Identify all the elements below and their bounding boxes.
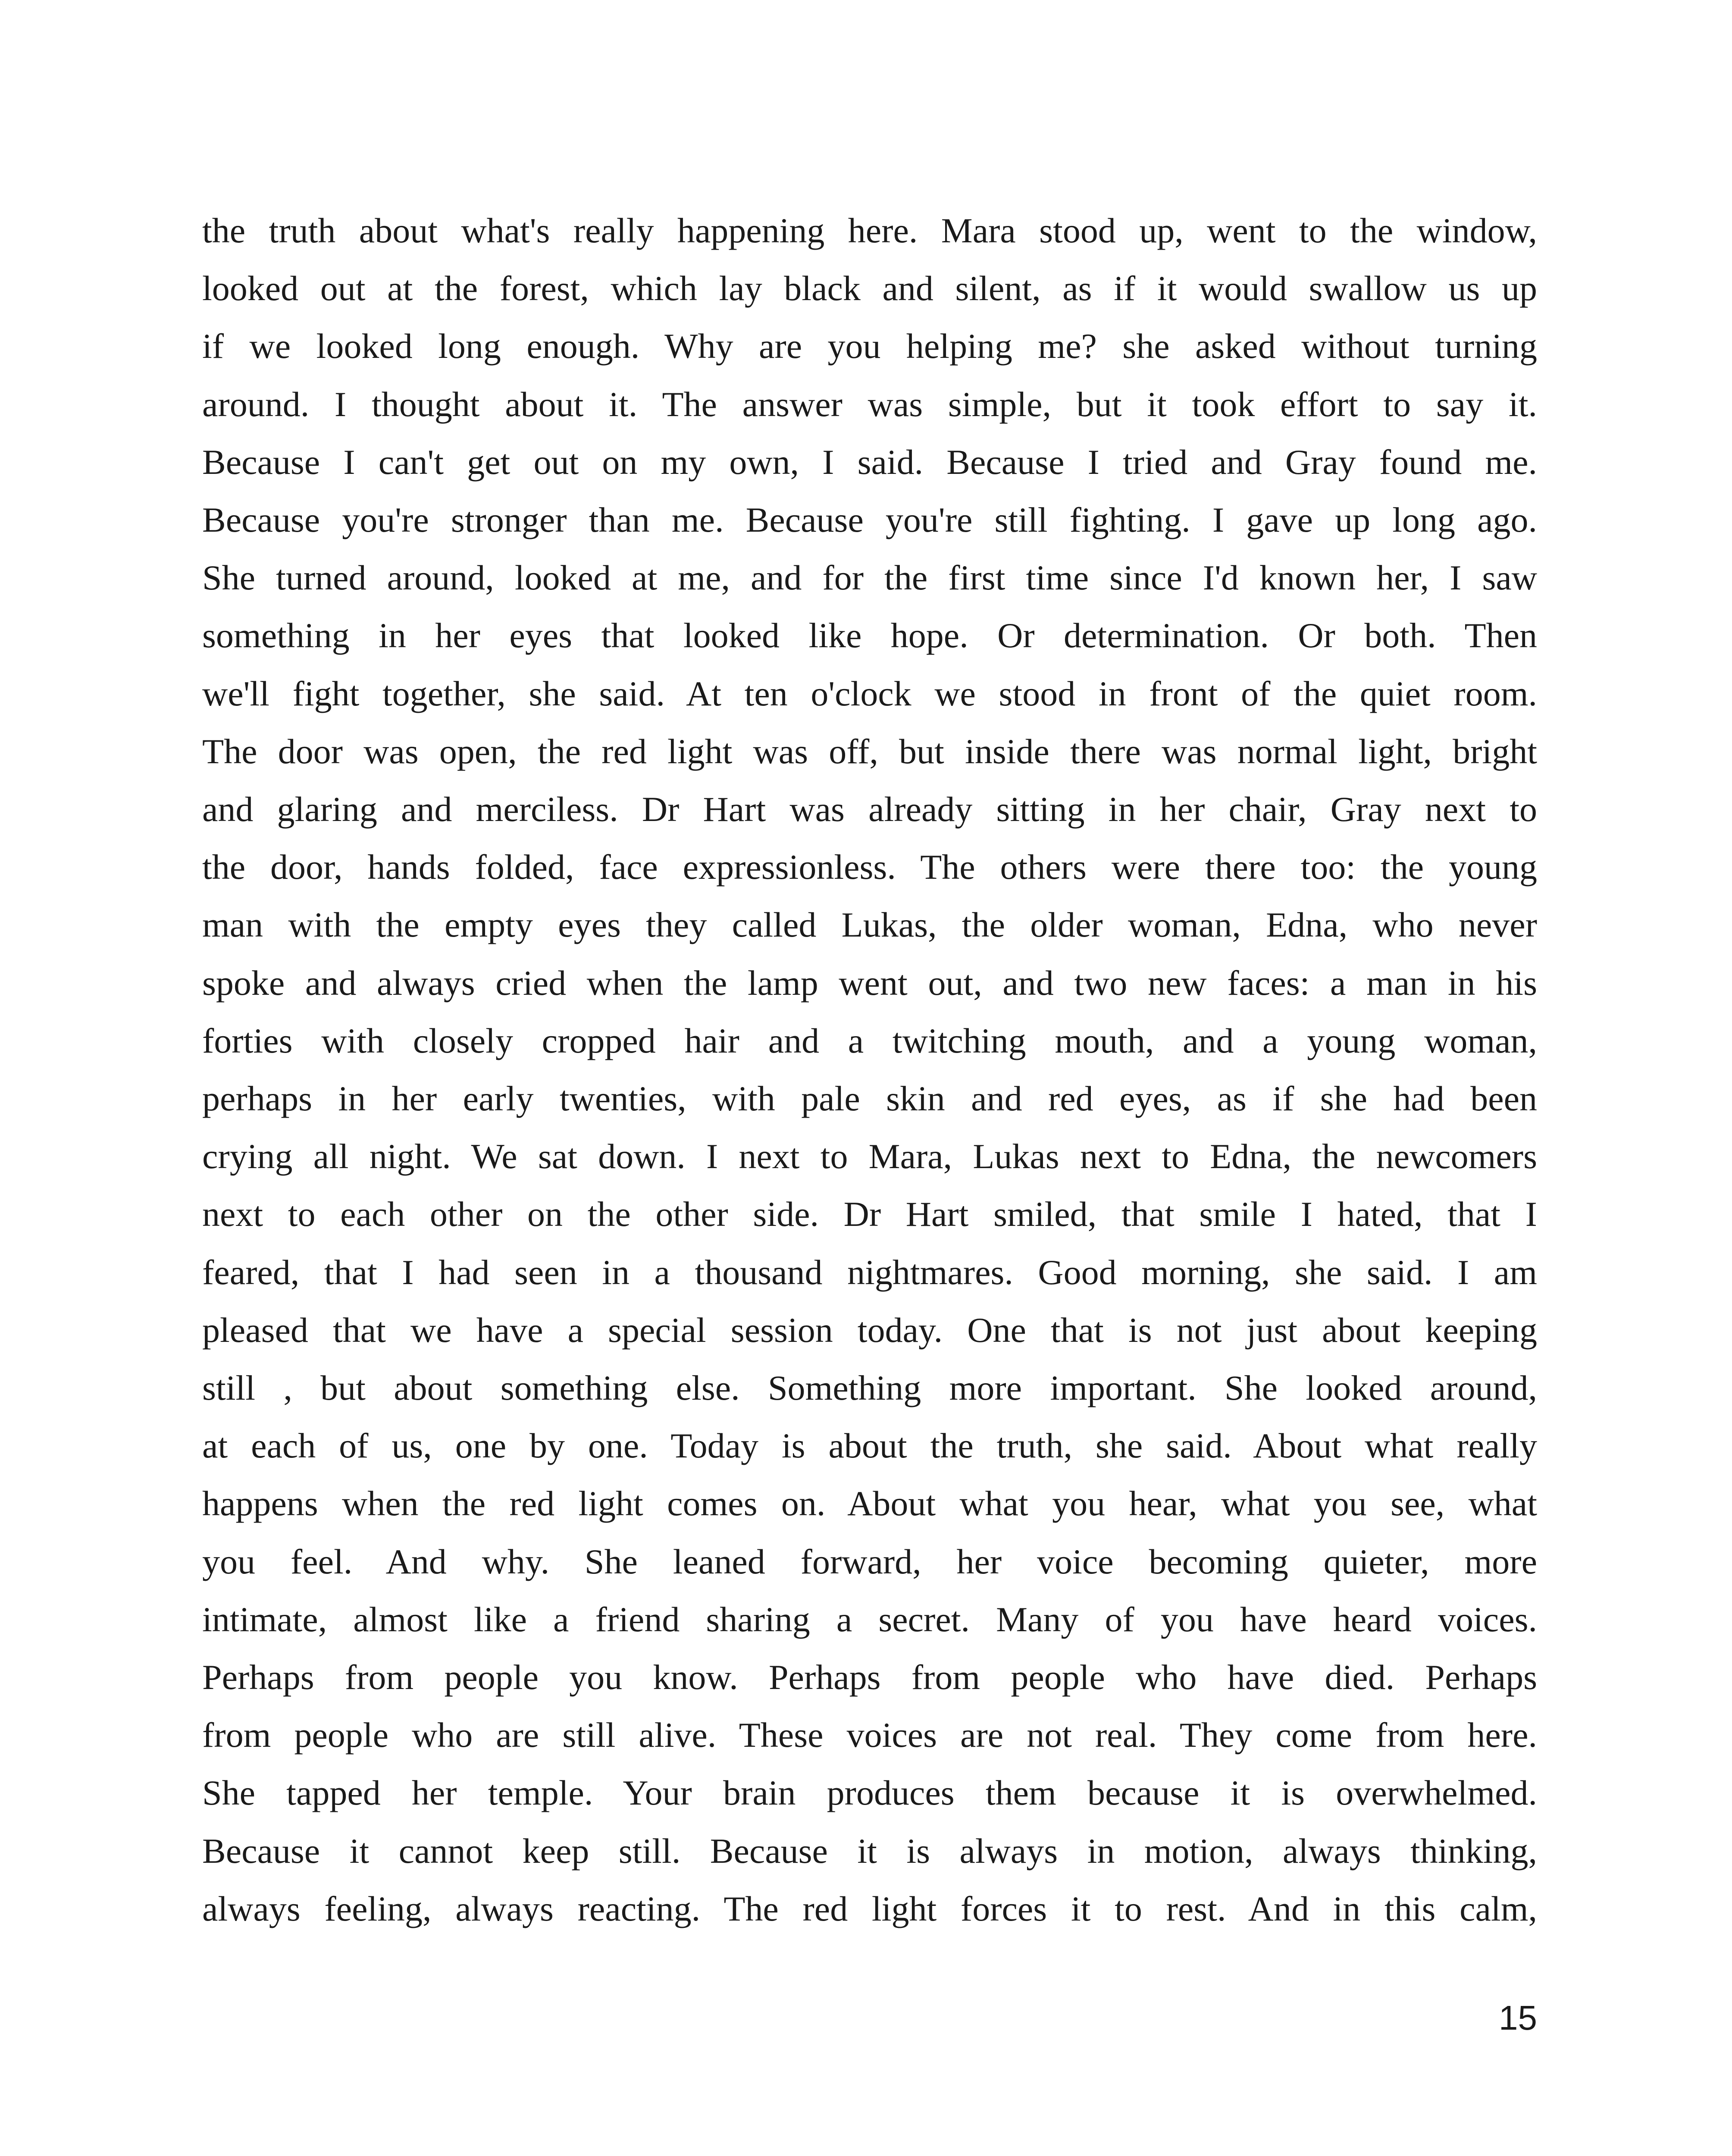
text-line: The door was open, the red light was off, but inside there was normal light, bright [202, 731, 1537, 771]
text-line: She turned around, looked at me, and for the first time since I'd known her, I saw [202, 558, 1537, 598]
text-line: the truth about what's really happening here. Mara stood up, went to the window, [202, 211, 1537, 250]
text-line: and glaring and merciless. Dr Hart was already sitting in her chair, Gray next to [202, 790, 1537, 829]
text-line: next to each other on the other side. Dr Hart smiled, that smile I hated, that I [202, 1194, 1537, 1234]
text-line: from people who are still alive. These voices are not real. They come from here. [202, 1715, 1537, 1755]
text-line: crying all night. We sat down. I next to Mara, Lukas next to Edna, the newcomers [202, 1137, 1537, 1176]
text-line: at each of us, one by one. Today is about the truth, she said. About what really [202, 1426, 1537, 1466]
text-line: happens when the red light comes on. About what you hear, what you see, what [202, 1484, 1537, 1523]
text-line: the door, hands folded, face expressionless. The others were there too: the young [202, 847, 1537, 887]
body-text [202, 202, 1537, 1978]
page-number: 15 [1499, 1999, 1537, 2037]
text-line: man with the empty eyes they called Lukas, the older woman, Edna, who never [202, 905, 1537, 945]
text-line: something in her eyes that looked like hope. Or determination. Or both. Then [202, 616, 1537, 655]
text-line: if we looked long enough. Why are you helping me? she asked without turning [202, 326, 1537, 366]
text-line: we'll fight together, she said. At ten o'clock we stood in front of the quiet room. [202, 674, 1537, 713]
text-line: She tapped her temple. Your brain produces them because it is overwhelmed. [202, 1773, 1537, 1813]
text-line: Because you're stronger than me. Because you're still fighting. I gave up long ago. [202, 500, 1537, 540]
text-line: around. I thought about it. The answer was simple, but it took effort to say it. [202, 384, 1537, 424]
text-line: Because I can't get out on my own, I said. Because I tried and Gray found me. [202, 442, 1537, 482]
text-line: looked out at the forest, which lay black and silent, as if it would swallow us up [202, 269, 1537, 308]
text-line: perhaps in her early twenties, with pale skin and red eyes, as if she had been [202, 1079, 1537, 1119]
text-line: feared, that I had seen in a thousand nightmares. Good morning, she said. I am [202, 1252, 1537, 1292]
text-line: forties with closely cropped hair and a twitching mouth, and a young woman, [202, 1021, 1537, 1060]
text-line: intimate, almost like a friend sharing a secret. Many of you have heard voices. [202, 1599, 1537, 1639]
text-line: pleased that we have a special session today. One that is not just about keeping [202, 1310, 1537, 1350]
text-line: Perhaps from people you know. Perhaps from people who have died. Perhaps [202, 1658, 1537, 1697]
text-line: still , but about something else. Something more important. She looked around, [202, 1368, 1537, 1408]
text-line: you feel. And why. She leaned forward, her voice becoming quieter, more [202, 1542, 1537, 1581]
text-line: always feeling, always reacting. The red light forces it to rest. And in this calm, [202, 1889, 1537, 1928]
text-line: spoke and always cried when the lamp went out, and two new faces: a man in his [202, 963, 1537, 1003]
text-line: Because it cannot keep still. Because it is always in motion, always thinking, [202, 1831, 1537, 1871]
